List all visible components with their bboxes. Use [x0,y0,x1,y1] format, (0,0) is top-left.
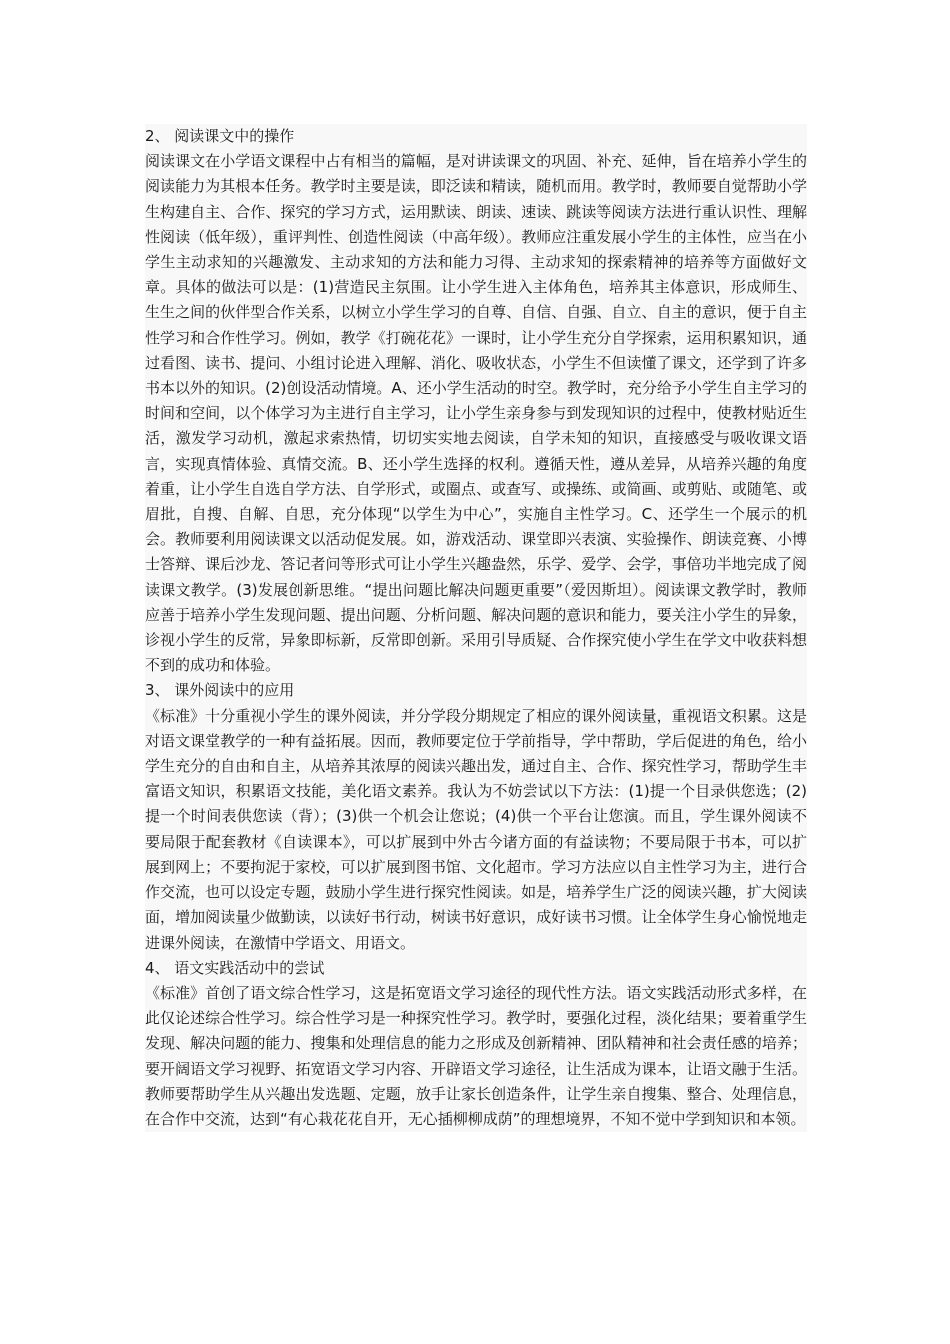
section-paragraph: 《标准》十分重视小学生的课外阅读，并分学段分期规定了相应的课外阅读量，重视语文积累。这是对语文课堂教学的一种有益拓展。因而，教师要定位于学前指导，学中帮助，学后促进的角色，给小学生充分的自由和自主，从培养其浓厚的阅读兴趣出发，通过自主、合作、探究性学习，帮助学生丰富语文知识，积累语文技能，美化语文素养。我认为不妨尝试以下方法：(1)提一个目录供您选；(2)提一个时间表供您读（背）；(3)供一个机会让您说；(4)供一个平台让您演。而且，学生课外阅读不要局限于配套教材《自读课本》，可以扩展到中外古今诸方面的有益读物；不要局限于书本，可以扩展到网上；不要拘泥于家校，可以扩展到图书馆、文化超市。学习方法应以自主性学习为主，进行合作交流，也可以设定专题，鼓励小学生进行探究性阅读。如是，培养学生广泛的阅读兴趣，扩大阅读面，增加阅读量少做勤读，以读好书行动，树读书好意识，成好读书习惯。让全体学生身心愉悦地走进课外阅读，在激情中学语文、用语文。 [145,706,807,952]
section-paragraph: 阅读课文在小学语文课程中占有相当的篇幅，是对讲读课文的巩固、补充、延伸，旨在培养小学生的阅读能力为其根本任务。教学时主要是读，即泛读和精读，随机而用。教学时，教师要自觉帮助小学生构建自主、合作、探究的学习方式，运用默读、朗读、速读、跳读等阅读方法进行重认识性、理解性阅读（低年级），重评判性、创造性阅读（中高年级）。教师应注重发展小学生的主体性，应当在小学生主动求知的兴趣激发、主动求知的方法和能力习得、主动求知的探索精神的培养等方面做好文章。具体的做法可以是：(1)营造民主氛围。让小学生进入主体角色，培养其主体意识，形成师生、生生之间的伙伴型合作关系，以树立小学生学习的自尊、自信、自强、自立、自主的意识，便于自主性学习和合作性学习。例如，教学《打碗花花》一课时，让小学生充分自学探索，运用积累知识，通过看图、读书、提问、小组讨论进入理解、消化、吸收状态，小学生不但读懂了课文，还学到了许多书本以外的知识。(2)创设活动情境。A、还小学生活动的时空。教学时，充分给予小学生自主学习的时间和空间，以个体学习为主进行自主学习，让小学生亲身参与到发现知识的过程中，使教材贴近生活，激发学习动机，激起求索热情，切切实实地去阅读，自学未知的知识，直接感受与吸收课文语言，实现真情体验、真情交流。B、还小学生选择的权利。遵循天性，遵从差异，从培养兴趣的角度着重，让小学生自选自学方法、自学形式，或圈点、或查写、或操练、或简画、或剪贴、或随笔、或眉批，自搜、自解、自思，充分体现“以学生为中心”，实施自主性学习。C、还学生一个展示的机会。教师要利用阅读课文以活动促发展。如，游戏活动、课堂即兴表演、实验操作、朗读竞赛、小博士答辩、课后沙龙、答记者问等形式可让小学生兴趣盎然，乐学、爱学、会学，事倍功半地完成了阅读课文教学。(3)发展创新思维。“提出问题比解决问题更重要”（爱因斯坦）。阅读课文教学时，教师应善于培养小学生发现问题、提出问题、分析问题、解决问题的意识和能力，要关注小学生的异象，诊视小学生的反常，异象即标新，反常即创新。采用引导质疑、合作探究使小学生在学文中收获料想不到的成功和体验。 [145,152,807,675]
section-heading: 4、 语文实践活动中的尝试 [145,958,325,977]
document-text-block [145,124,807,1132]
section-paragraph: 《标准》首创了语文综合性学习，这是拓宽语文学习途径的现代性方法。语文实践活动形式多样，在此仅论述综合性学习。综合性学习是一种探究性学习。教学时，要强化过程，淡化结果；要着重学生发现、解决问题的能力、搜集和处理信息的能力之形成及创新精神、团队精神和社会责任感的培养；要开阔语文学习视野、拓宽语文学习内容、开辟语文学习途径，让生活成为课本，让语文融于生活。教师要帮助学生从兴趣出发选题、定题，放手让家长创造条件，让学生亲自搜集、整合、处理信息，在合作中交流，达到“有心栽花花自开，无心插柳柳成荫”的理想境界，不知不觉中学到知识和本领。 [145,983,807,1128]
section-heading: 2、 阅读课文中的操作 [145,127,295,145]
section-heading: 3、 课外阅读中的应用 [145,681,295,700]
